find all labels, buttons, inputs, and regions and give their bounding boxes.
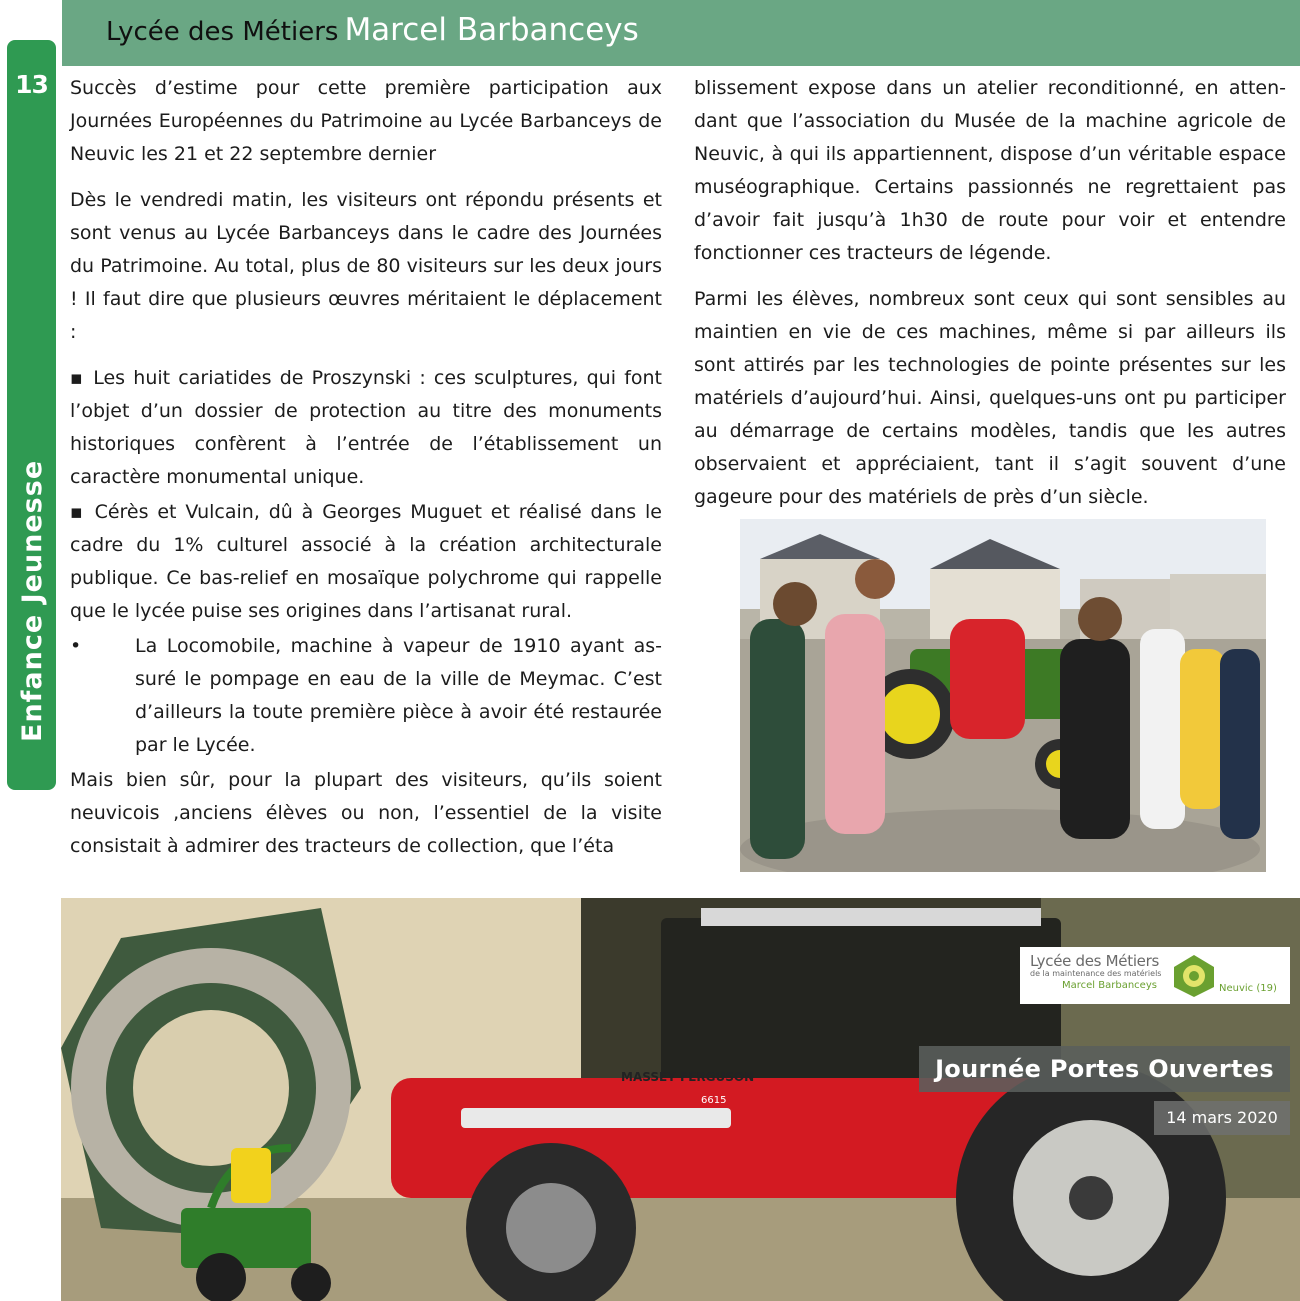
logo-line-1: Lycée des Métiers: [1030, 952, 1159, 970]
article-paragraph: Dès le vendredi matin, les visiteurs ont répondu présents et sont venus au Lycée Barbanceys dans le cadre des Journées du Patrimoine. Au total, plus de 80 visiteurs sur les deux jours ! Il faut dire que plusieurs œuvres méritaient le déplacement :: [70, 189, 662, 343]
bullet-text: La Locomobile, machine à vapeur de 1910 ayant assuré le pompage en eau de la ville de Meymac. C’est d’ailleurs la toute première pièce à avoir été restaurée par le Lycée.: [135, 635, 662, 756]
bullet-symbol: •: [70, 635, 82, 657]
event-date: 14 mars 2020: [1154, 1101, 1290, 1135]
article-column-right: [694, 72, 1286, 527]
section-label: Enfance Jeunesse: [17, 459, 48, 742]
logo-line-4: Neuvic (19): [1219, 983, 1277, 994]
article-paragraph: Succès d’estime pour cette première participation aux Journées Européennes du Patrimoine au Lycée Barbanceys de Neuvic les 21 et 22 septembre dernier: [70, 77, 662, 165]
header-band: [62, 0, 1300, 66]
article-paragraph: Parmi les élèves, nombreux sont ceux qui sont sensibles au maintien en vie de ces machines, même si par ailleurs ils sont attirés par les technologies de pointe présentes sur les matériels d’aujourd’hui. Ainsi, quelques-uns ont pu participer au démarrage de certains modèles, tandis que les autres observaient et appréciaient, tant il s’agit souvent d’une gageure pour des matériels de près d’un siècle.: [694, 288, 1286, 508]
section-tab: [7, 40, 56, 790]
bullet-item: [70, 630, 662, 762]
logo-line-2: de la maintenance des matériels: [1030, 969, 1162, 978]
school-logo: [1020, 947, 1290, 1004]
article-paragraph: Mais bien sûr, pour la plupart des visiteurs, qu’ils soient neuvicois ,anciens élèves ou non, l’essentiel de la visite consistait à admirer des tracteurs de collection, que l’éta: [70, 769, 662, 857]
article-paragraph: blissement expose dans un atelier reconditionné, en attendant que l’association du Musée de la machine agricole de Neuvic, à qui ils appartiennent, dispose d’un véritable espace muséographique. Certains passionnés ne regrettaient pas d’avoir fait jusqu’à 1h30 de route pour voir et entendre fonctionner ces tracteurs de légende.: [694, 77, 1286, 264]
tractor-model: 6615: [701, 1095, 727, 1106]
page-number: 13: [15, 70, 48, 99]
event-title: Journée Portes Ouvertes: [919, 1046, 1290, 1092]
title-name: Marcel Barbanceys: [344, 12, 639, 48]
article-paragraph: ▪ Cérès et Vulcain, dû à Georges Muguet et réalisé dans le cadre du 1% culturel associé à la création architecturale publique. Ce bas-relief en mosaïque polychrome qui rappelle que le lycée puise ses origines dans l’artisanat rural.: [70, 501, 662, 622]
students-photo: [740, 519, 1266, 872]
article-column-left: [70, 72, 662, 876]
article-paragraph: ▪ Les huit cariatides de Proszynski : ces sculptures, qui font l’objet d’un dossier de protection au titre des monuments historiques confèrent à l’entrée de l’établissement un caractère monumental unique.: [70, 367, 662, 488]
tractor-brand: MASSEY FERGUSON: [621, 1070, 755, 1084]
open-day-banner: [61, 898, 1300, 1301]
page-title: [106, 12, 639, 48]
logo-line-3: Marcel Barbanceys: [1062, 980, 1157, 991]
title-prefix: Lycée des Métiers: [106, 17, 339, 47]
gear-icon: [1170, 953, 1218, 999]
